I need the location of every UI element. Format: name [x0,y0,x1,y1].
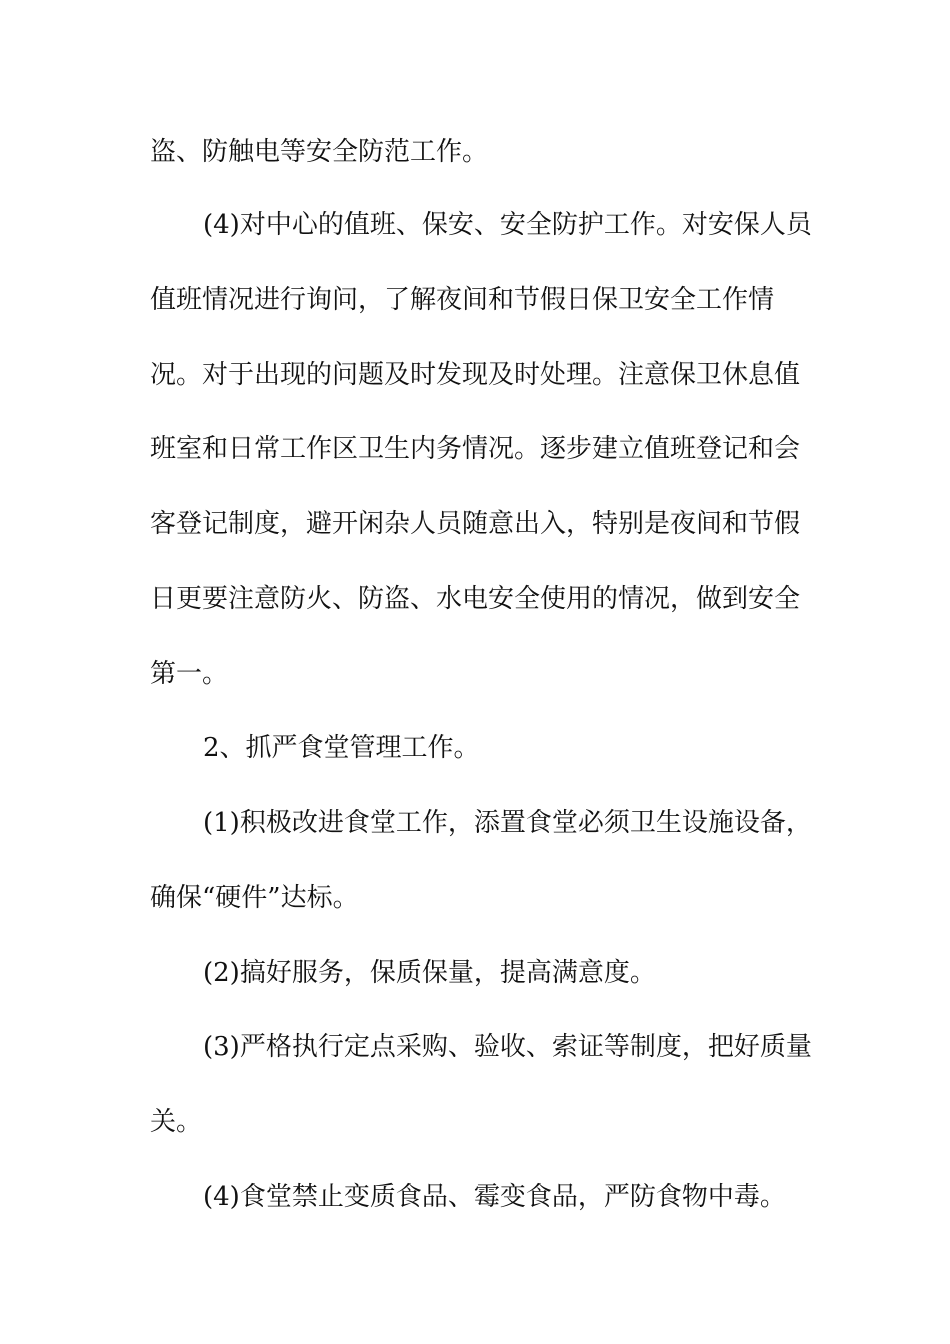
text-line: 况。对于出现的问题及时发现及时处理。注意保卫休息值 [150,360,801,390]
text-line: 确保“硬件”达标。 [150,883,359,913]
paragraph-start-line: (1)积极改进食堂工作，添置食堂必须卫生设施设备， [203,808,812,838]
text-line: 第一。 [150,659,229,689]
text-line: 班室和日常工作区卫生内务情况。逐步建立值班登记和会 [150,434,801,464]
text-line: 盗、防触电等安全防范工作。 [150,137,489,167]
text-line: 日更要注意防火、防盗、水电安全使用的情况，做到安全 [150,584,801,614]
paragraph-start-line: (2)搞好服务，保质保量，提高满意度。 [203,958,656,988]
section-heading: 2、抓严食堂管理工作。 [203,733,480,763]
paragraph-start-line: (4)对中心的值班、保安、安全防护工作。对安保人员 [203,210,812,240]
text-line: 客登记制度，避开闲杂人员随意出入，特别是夜间和节假 [150,509,801,539]
text-line: 值班情况进行询问，了解夜间和节假日保卫安全工作情 [150,285,775,315]
paragraph-start-line: (3)严格执行定点采购、验收、索证等制度，把好质量 [203,1032,812,1062]
text-line: 关。 [150,1107,203,1137]
paragraph-start-line: (4)食堂禁止变质食品、霉变食品，严防食物中毒。 [203,1182,786,1212]
